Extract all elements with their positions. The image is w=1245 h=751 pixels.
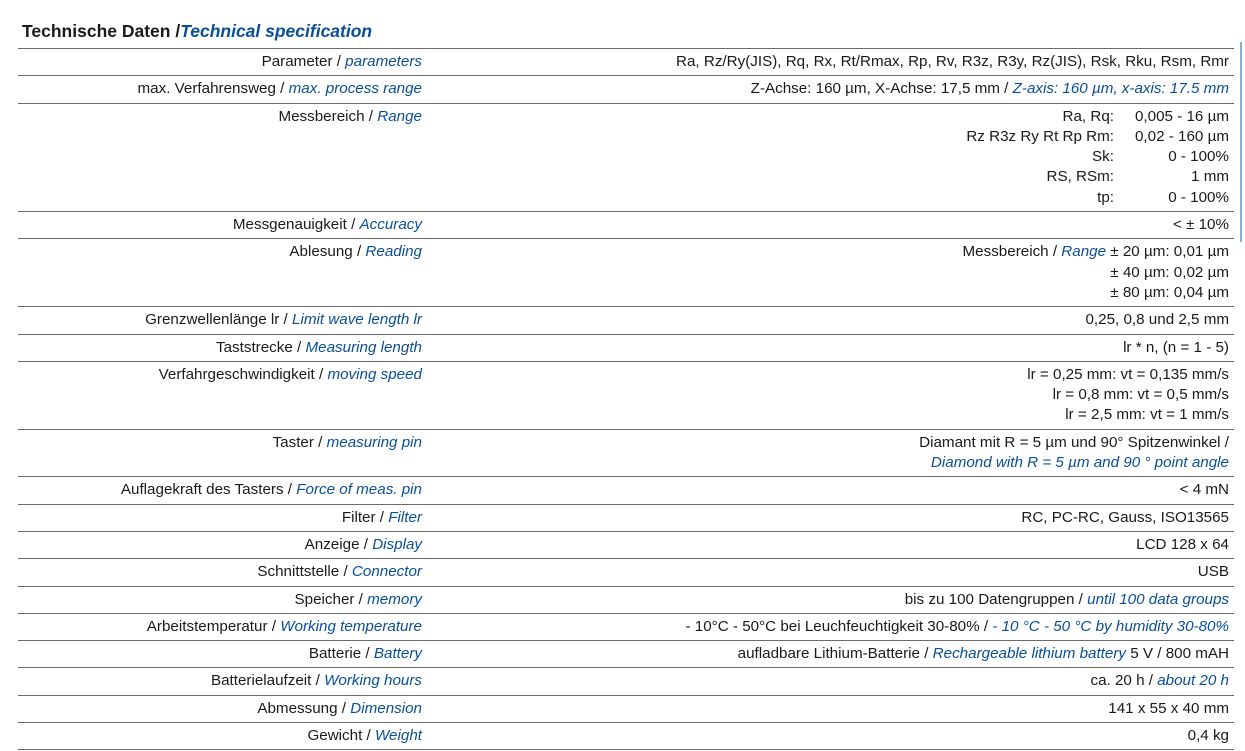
label-de: Arbeitstemperatur / (146, 617, 276, 635)
spec-value (422, 362, 1234, 429)
spec-label (18, 532, 422, 558)
label-de: Anzeige / (304, 535, 368, 553)
range-value: 0,02 - 160 µm (1134, 127, 1229, 145)
heading-de: Technische Daten / (22, 21, 181, 41)
label-en: parameters (345, 53, 422, 70)
range-key: Sk: (1092, 148, 1114, 166)
spec-row (18, 238, 1234, 306)
spec-row (18, 429, 1234, 477)
value-line: lr = 2,5 mm: vt = 1 mm/s (1065, 406, 1229, 424)
spec-row (18, 695, 1234, 722)
label-de: Taster / (272, 433, 323, 451)
value-de: LCD 128 x 64 (1136, 535, 1229, 553)
spec-label (18, 49, 422, 75)
range-value: 0,005 - 16 µm (1134, 107, 1229, 125)
spec-label (18, 477, 422, 503)
spec-row (18, 103, 1234, 211)
spec-table (18, 48, 1234, 750)
label-en: Accuracy (359, 216, 422, 234)
value-de: Messbereich / (962, 243, 1058, 261)
range-key: Ra, Rq: (1062, 107, 1114, 125)
heading-en: Technical specification (180, 21, 373, 41)
spec-value (422, 212, 1234, 238)
value-de: lr * n, (n = 1 - 5) (1123, 338, 1229, 356)
spec-value (422, 49, 1234, 75)
value-de: 0,25, 0,8 und 2,5 mm (1085, 311, 1229, 329)
spec-row (18, 531, 1234, 558)
spec-row (18, 306, 1234, 333)
spec-label (18, 362, 422, 429)
label-de: Verfahrgeschwindigkeit / (158, 365, 324, 383)
spec-label (18, 76, 422, 102)
spec-label (18, 723, 422, 749)
label-de: Grenzwellenlänge lr / (145, 311, 288, 329)
value-line: ± 40 µm: 0,02 µm (1110, 263, 1229, 281)
value-de: 141 x 55 x 40 mm (1108, 699, 1229, 717)
range-key: RS, RSm: (1046, 168, 1114, 186)
label-en: Limit wave length lr (292, 311, 422, 329)
label-de: Batterie / (308, 645, 370, 663)
spec-row (18, 667, 1234, 694)
spec-value (422, 532, 1234, 558)
spec-row (18, 586, 1234, 613)
label-de: Messgenauigkeit / (232, 216, 356, 234)
spec-value (422, 307, 1234, 333)
label-de: Filter / (341, 508, 385, 526)
label-de: Parameter / (261, 53, 341, 70)
spec-label (18, 239, 422, 306)
spec-row (18, 613, 1234, 640)
spec-row (18, 361, 1234, 429)
label-en: Filter (388, 508, 422, 526)
spec-value (422, 505, 1234, 531)
spec-value (422, 668, 1234, 694)
value-en: Range (1061, 243, 1107, 261)
spec-value (422, 76, 1234, 102)
section-heading (22, 21, 372, 42)
spec-row (18, 48, 1234, 75)
value-de: bis zu 100 Datengruppen / (904, 590, 1083, 608)
range-value: 0 - 100% (1168, 148, 1229, 166)
range-grid (966, 107, 1229, 208)
label-en: Dimension (350, 699, 422, 717)
label-en: Reading (365, 243, 422, 261)
label-en: Display (372, 535, 422, 553)
label-de: Schnittstelle / (257, 563, 348, 581)
spec-row (18, 640, 1234, 667)
spec-row (18, 211, 1234, 238)
label-de: Taststrecke / (216, 338, 302, 356)
label-en: Measuring length (305, 338, 422, 356)
value-line-en: Diamond with R = 5 µm and 90 ° point angle (930, 454, 1229, 472)
value-de: aufladbare Lithium-Batterie / (737, 645, 929, 663)
value-line: lr = 0,8 mm: vt = 0,5 mm/s (1052, 386, 1229, 404)
label-de: max. Verfahrensweg / (137, 80, 285, 98)
value-de: Ra, Rz/Ry(JIS), Rq, Rx, Rt/Rmax, Rp, Rv, R3z, R3y, Rz(JIS), Rsk, Rku, Rsm, Rmr (676, 53, 1229, 70)
label-en: Connector (351, 563, 422, 581)
value-de: USB (1197, 563, 1229, 581)
label-en: Range (377, 107, 422, 125)
spec-row (18, 558, 1234, 585)
range-key: tp: (1097, 188, 1114, 206)
value-de: Z-Achse: 160 µm, X-Achse: 17,5 mm / (750, 80, 1009, 98)
value-en: about 20 h (1157, 672, 1229, 690)
value-de: Diamant mit R = 5 µm und 90° Spitzenwinkel / (919, 433, 1229, 451)
spec-value (422, 559, 1234, 585)
value-en: Z-axis: 160 µm, x-axis: 17.5 mm (1012, 80, 1229, 98)
spec-value (422, 430, 1234, 477)
label-de: Abmessung / (257, 699, 347, 717)
spec-label (18, 212, 422, 238)
value-tail: 5 V / 800 mAH (1130, 645, 1229, 663)
label-en: measuring pin (326, 433, 422, 451)
spec-value (422, 587, 1234, 613)
value-en: - 10 °C - 50 °C by humidity 30-80% (992, 617, 1229, 635)
value-tail: ± 20 µm: 0,01 µm (1110, 243, 1229, 261)
label-de: Messbereich / (278, 107, 373, 125)
spec-label (18, 668, 422, 694)
value-de: ca. 20 h / (1090, 672, 1153, 690)
spec-value (422, 614, 1234, 640)
label-en: max. process range (288, 80, 422, 98)
range-value: 1 mm (1191, 168, 1229, 186)
spec-label (18, 559, 422, 585)
label-en: Battery (373, 645, 422, 663)
spec-row (18, 722, 1234, 750)
label-de: Speicher / (294, 590, 363, 608)
value-de: < 4 mN (1179, 481, 1229, 499)
label-de: Ablesung / (289, 243, 362, 261)
label-en: Working hours (324, 672, 422, 690)
spec-row (18, 75, 1234, 102)
value-line: ± 80 µm: 0,04 µm (1110, 283, 1229, 301)
value-de: < ± 10% (1172, 216, 1229, 234)
spec-value (422, 239, 1234, 306)
value-de: lr = 0,25 mm: vt = 0,135 mm/s (1027, 365, 1229, 383)
label-en: memory (367, 590, 422, 608)
label-en: moving speed (327, 365, 422, 383)
spec-row (18, 334, 1234, 361)
label-de: Auflagekraft des Tasters / (120, 481, 292, 499)
spec-label (18, 104, 422, 211)
value-de: 0,4 kg (1187, 727, 1229, 745)
range-value: 0 - 100% (1168, 188, 1229, 206)
spec-label (18, 641, 422, 667)
spec-label (18, 430, 422, 477)
spec-value (422, 641, 1234, 667)
spec-value (422, 104, 1234, 211)
page-edge-line (1240, 42, 1242, 242)
label-de: Batterielaufzeit / (210, 672, 320, 690)
spec-label (18, 614, 422, 640)
spec-label (18, 335, 422, 361)
spec-label (18, 587, 422, 613)
spec-label (18, 307, 422, 333)
label-de: Gewicht / (307, 727, 371, 745)
spec-value (422, 335, 1234, 361)
spec-row (18, 504, 1234, 531)
value-de: RC, PC-RC, Gauss, ISO13565 (1021, 508, 1229, 526)
value-de: - 10°C - 50°C bei Leuchfeuchtigkeit 30-80% / (685, 617, 989, 635)
label-en: Weight (375, 727, 422, 745)
label-en: Working temperature (280, 617, 422, 635)
spec-value (422, 696, 1234, 722)
value-en: until 100 data groups (1087, 590, 1229, 608)
spec-value (422, 477, 1234, 503)
label-en: Force of meas. pin (296, 481, 422, 499)
value-en: Rechargeable lithium battery (932, 645, 1126, 663)
range-key: Rz R3z Ry Rt Rp Rm: (966, 127, 1114, 145)
spec-label (18, 696, 422, 722)
spec-label (18, 505, 422, 531)
spec-value (422, 723, 1234, 749)
spec-row (18, 476, 1234, 503)
